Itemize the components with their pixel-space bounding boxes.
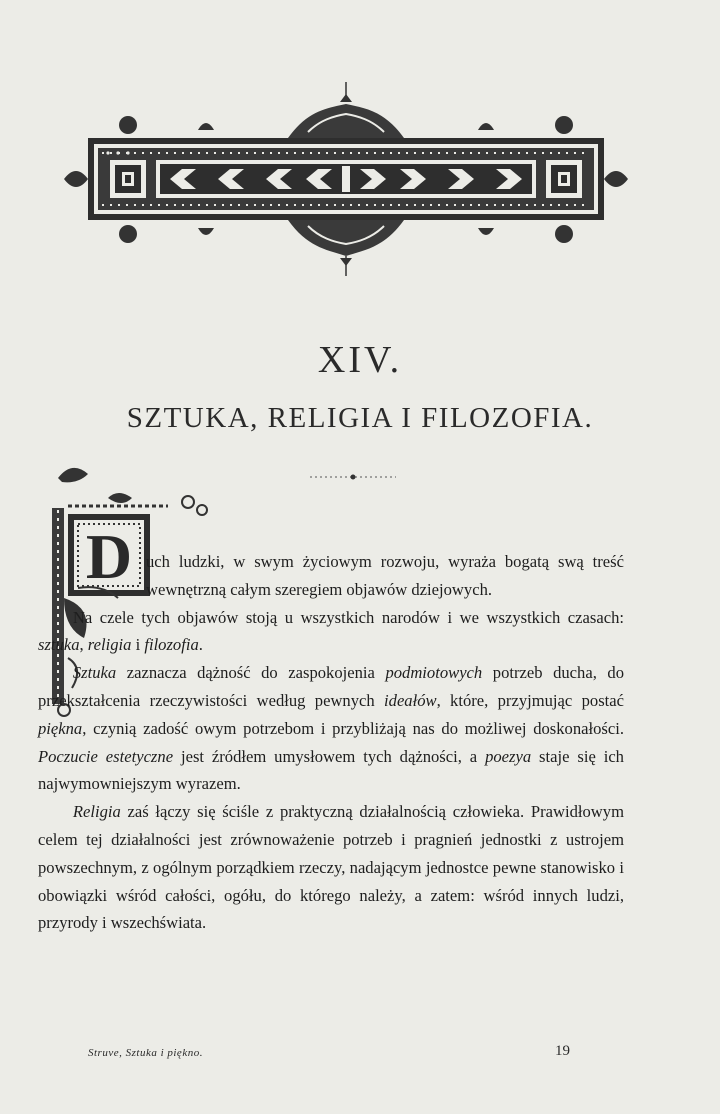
paragraph-1 xyxy=(38,548,624,604)
italic-term: Sztuka xyxy=(72,663,117,683)
text-run: zaś łączy się ściśle z praktyczną działalnością człowieka. Prawidłowym celem tej działalności jest zrównoważenie potrzeb i pragnień jednostki z ustrojem powszechnym, z ogólnym porządkiem rzeczy, nadającym jednostce pewne stanowisko i obowiązki wśród całości, ogółu, do którego należy, a zatem: wśród innych ludzi, przyrody i wszechświata. xyxy=(38,802,624,933)
italic-term: filozofia xyxy=(144,635,199,655)
ornamental-headpiece xyxy=(58,80,634,280)
text-run: . xyxy=(198,635,203,655)
text-run: , czynią zadość owym potrzebom i przybliżają nas do możliwej doskonałości. xyxy=(82,718,624,738)
body-text xyxy=(38,548,624,937)
paragraph-3 xyxy=(38,659,624,798)
italic-term: Poczucie estetyczne xyxy=(38,746,174,766)
paragraph-2 xyxy=(38,604,624,660)
text-run: , xyxy=(79,635,88,655)
italic-term: piękna xyxy=(38,718,83,738)
text-run: jest źródłem umysłowem tych dążności, a xyxy=(173,746,486,766)
text-run: zaznacza dążność do zaspokojenia xyxy=(116,663,386,683)
title-divider-ornament xyxy=(310,472,396,482)
italic-term: Religia xyxy=(72,802,121,822)
paragraph-1-text: uch ludzki, w swym życiowym rozwoju, wyraża bogatą swą treść wewnętrzną całym szeregiem objawów dziejowych. xyxy=(146,552,624,599)
chapter-number: XIV. xyxy=(317,339,403,381)
italic-term: podmiotowych xyxy=(385,663,483,683)
italic-term: poezya xyxy=(485,746,532,766)
text-run: potrzeb ducha, do przekształcenia rzeczywistości według pewnych xyxy=(38,663,624,710)
text-run: staje się ich najwymowniejszym wyrazem. xyxy=(38,746,624,794)
text-run: i xyxy=(131,635,145,655)
running-head: Struve, Sztuka i piękno. xyxy=(88,1047,203,1059)
page-number: 19 xyxy=(555,1043,570,1059)
italic-term: ideałów xyxy=(384,690,437,710)
initial-letter: D xyxy=(85,521,133,592)
italic-term: religia xyxy=(87,635,132,655)
text-run: Na czele tych objawów stoją u wszystkich narodów i we wszystkich czasach: xyxy=(72,607,624,627)
chapter-title: SZTUKA, RELIGIA I FILOZOFIA. xyxy=(126,402,594,434)
text-run: , które, przyjmując postać xyxy=(436,690,625,710)
italic-term: sztuka xyxy=(38,635,80,655)
paragraph-4 xyxy=(38,798,624,937)
